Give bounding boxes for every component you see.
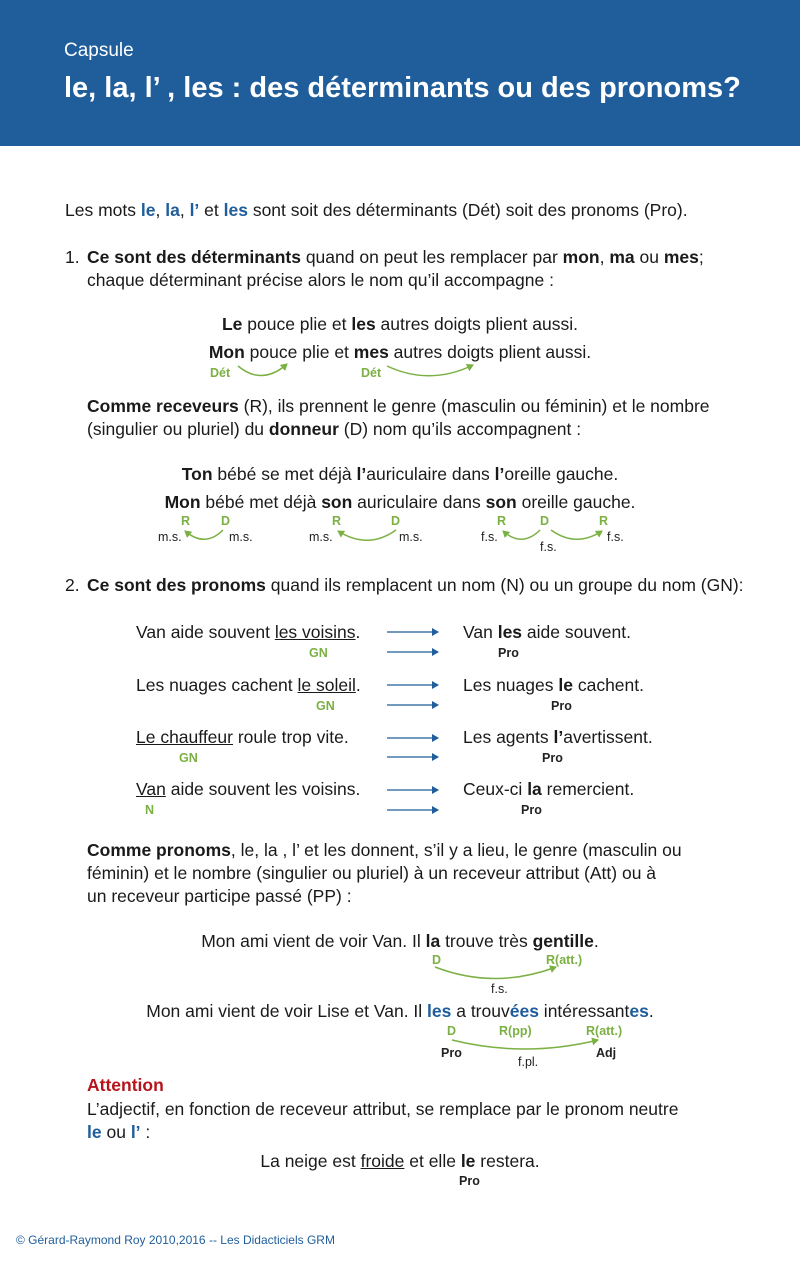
- section1-heading-text: ,: [599, 247, 610, 267]
- word-l: l’: [494, 464, 505, 484]
- word-l: l’: [356, 464, 367, 484]
- det-arrow: [387, 365, 473, 376]
- donor-tag: D: [447, 1024, 457, 1038]
- pronouns-bold: Comme pronoms: [87, 840, 231, 860]
- source-text: .: [355, 675, 361, 695]
- gender-number-note: f.s.: [540, 540, 557, 554]
- gender-number-note: f.s.: [481, 530, 498, 544]
- agreement-ending: es: [629, 1001, 649, 1021]
- det-arrow: [238, 364, 287, 376]
- word-l: l’: [130, 1122, 141, 1142]
- pro-tag: Pro: [551, 699, 572, 713]
- n-tag: N: [145, 803, 155, 817]
- sentence-text: et elle: [404, 1151, 461, 1171]
- header-kicker: Capsule: [64, 40, 134, 61]
- pro-tag: Pro: [542, 751, 563, 765]
- sentence-text: bébé met déjà: [200, 492, 322, 512]
- donor-tag: D: [391, 514, 401, 528]
- replaced-group: Le chauffeur: [136, 727, 233, 747]
- word-les: les: [351, 314, 376, 334]
- donor-tag: D: [540, 514, 550, 528]
- agreement-arrow: [551, 530, 602, 539]
- gender-number-note: f.s.: [607, 530, 624, 544]
- intro-text: et: [199, 200, 224, 220]
- section1-heading-text: ou: [634, 247, 664, 267]
- attention-line1: L’adjectif, en fonction de receveur attribut, se remplace par le pronom neutre: [87, 1099, 679, 1119]
- word-mon: Mon: [208, 342, 245, 362]
- agreement-arrow: [452, 1040, 598, 1049]
- sentence-text: a trouv: [451, 1001, 510, 1021]
- word-le: Le: [221, 314, 243, 334]
- sentence-text: bébé se met déjà: [212, 464, 357, 484]
- word-mes: mes: [663, 247, 699, 267]
- sentence-text: intéressant: [538, 1001, 630, 1021]
- sentence-text: pouce plie et: [242, 314, 352, 334]
- sentence-text: Mon ami vient de voir Van. Il: [201, 931, 426, 951]
- sentence-text: .: [648, 1001, 654, 1021]
- word-mes: mes: [353, 342, 389, 362]
- word-gentille: gentille: [532, 931, 594, 951]
- agreement-arrow: [435, 967, 556, 979]
- intro-text: ,: [155, 200, 166, 220]
- result-text: cachent.: [572, 675, 644, 695]
- pronouns-text: , le, la , l’ et les donnent, s’il y a lieu, le genre (masculin ou: [230, 840, 682, 860]
- page-title: le, la, l’ , les : des déterminants ou des pronoms?: [64, 72, 741, 104]
- section1-number: 1.: [65, 247, 80, 267]
- result-text: remercient.: [541, 779, 635, 799]
- gender-number-note: m.s.: [229, 530, 253, 544]
- section1-line2: chaque déterminant précise alors le nom qu’il accompagne :: [87, 270, 554, 290]
- receiver-tag: R: [181, 514, 191, 528]
- result-text: aide souvent.: [522, 622, 631, 642]
- pro-tag: Pro: [459, 1174, 480, 1188]
- receiver-attr-tag: R(att.): [586, 1024, 623, 1038]
- pronoun-word: la: [527, 779, 542, 799]
- donor-tag: D: [432, 953, 442, 967]
- receiver-tag: R: [332, 514, 342, 528]
- result-text: Van: [463, 622, 498, 642]
- receiver-tag: R: [599, 514, 609, 528]
- word-ton: Ton: [181, 464, 213, 484]
- replaced-group: Van: [136, 779, 166, 799]
- agreement-arrow: [338, 530, 396, 540]
- section1-heading-text: ;: [698, 247, 704, 267]
- pronoun-word: le: [558, 675, 573, 695]
- replaced-group: le soleil: [297, 675, 356, 695]
- gender-number-note: m.s.: [399, 530, 423, 544]
- word-le: le: [140, 200, 156, 220]
- receivers-bold: Comme receveurs: [87, 396, 239, 416]
- result-text: Ceux-ci: [463, 779, 528, 799]
- intro-text: Les mots: [65, 200, 141, 220]
- sentence-text: La neige est: [260, 1151, 361, 1171]
- receiver-tag: R: [497, 514, 507, 528]
- receiver-pp-tag: R(pp): [499, 1024, 532, 1038]
- source-text: .: [355, 622, 361, 642]
- pronouns-line2: féminin) et le nombre (singulier ou pluriel) à un receveur attribut (Att) ou à: [87, 863, 657, 883]
- sentence-text: restera.: [475, 1151, 540, 1171]
- pro-tag: Pro: [521, 803, 542, 817]
- word-ma: ma: [609, 247, 635, 267]
- replaced-group: les voisins: [274, 622, 356, 642]
- pro-tag: Pro: [441, 1046, 462, 1060]
- gn-tag: GN: [316, 699, 335, 713]
- sentence-text: autres doigts plient aussi.: [388, 342, 592, 362]
- word-son: son: [321, 492, 353, 512]
- receiver-attr-tag: R(att.): [546, 953, 583, 967]
- source-text: aide souvent les voisins.: [165, 779, 361, 799]
- word-l: l’: [189, 200, 200, 220]
- gn-tag: GN: [179, 751, 198, 765]
- sentence-text: .: [593, 931, 599, 951]
- pronouns-line3: un receveur participe passé (PP) :: [87, 886, 352, 906]
- word-les: les: [427, 1001, 452, 1021]
- gender-number-note: f.pl.: [518, 1055, 539, 1069]
- word-la: la: [425, 931, 441, 951]
- section2-heading-bold: Ce sont des pronoms: [87, 575, 266, 595]
- det-tag: Dét: [210, 366, 231, 380]
- word-mon: Mon: [164, 492, 201, 512]
- intro-text: ,: [179, 200, 190, 220]
- section1-heading-bold: Ce sont des déterminants: [87, 247, 301, 267]
- word-le: le: [460, 1151, 476, 1171]
- result-text: avertissent.: [563, 727, 653, 747]
- word-les: les: [223, 200, 248, 220]
- sentence-text: autres doigts plient aussi.: [375, 314, 579, 334]
- copyright-footer: © Gérard-Raymond Roy 2010,2016 -- Les Didacticiels GRM: [16, 1233, 335, 1247]
- agreement-arrow: [503, 530, 540, 539]
- sentence-text: Mon ami vient de voir Lise et Van. Il: [146, 1001, 428, 1021]
- pro-tag: Pro: [498, 646, 519, 660]
- intro-text: sont soit des déterminants (Dét) soit des pronoms (Pro).: [247, 200, 688, 220]
- sentence-text: auriculaire dans: [366, 464, 495, 484]
- sentence-text: trouve très: [440, 931, 533, 951]
- attention-text: ou: [101, 1122, 131, 1142]
- gender-number-note: f.s.: [491, 982, 508, 996]
- result-text: Les nuages: [463, 675, 559, 695]
- agreement-arrow: [185, 530, 223, 539]
- word-la: la: [165, 200, 180, 220]
- gn-tag: GN: [309, 646, 328, 660]
- sentence-text: auriculaire dans: [352, 492, 486, 512]
- section1-heading-text: quand on peut les remplacer par: [300, 247, 563, 267]
- receivers-text: (D) nom qu’ils accompagnent :: [338, 419, 582, 439]
- sentence-text: pouce plie et: [244, 342, 354, 362]
- det-tag: Dét: [361, 366, 382, 380]
- word-le: le: [87, 1122, 102, 1142]
- word-donneur: donneur: [268, 419, 339, 439]
- source-text: Les nuages cachent: [136, 675, 298, 695]
- gender-number-note: m.s.: [158, 530, 182, 544]
- pronoun-word: les: [497, 622, 523, 642]
- donor-tag: D: [221, 514, 231, 528]
- section2-heading-text: quand ils remplacent un nom (N) ou un groupe du nom (GN):: [265, 575, 744, 595]
- attention-title: Attention: [87, 1075, 164, 1095]
- adj-tag: Adj: [596, 1046, 617, 1060]
- attention-text: :: [140, 1122, 151, 1142]
- result-text: Les agents: [463, 727, 554, 747]
- gender-number-note: m.s.: [309, 530, 333, 544]
- pronoun-word: l’: [553, 727, 564, 747]
- word-mon: mon: [562, 247, 600, 267]
- source-text: roule trop vite.: [232, 727, 349, 747]
- sentence-text: oreille gauche.: [504, 464, 619, 484]
- agreement-ending: ées: [509, 1001, 539, 1021]
- receivers-text: (singulier ou pluriel) du: [87, 419, 269, 439]
- receivers-text: (R), ils prennent le genre (masculin ou féminin) et le nombre: [238, 396, 710, 416]
- section2-number: 2.: [65, 575, 80, 595]
- source-text: Van aide souvent: [136, 622, 275, 642]
- word-son: son: [485, 492, 517, 512]
- sentence-text: oreille gauche.: [516, 492, 636, 512]
- word-froide: froide: [360, 1151, 405, 1171]
